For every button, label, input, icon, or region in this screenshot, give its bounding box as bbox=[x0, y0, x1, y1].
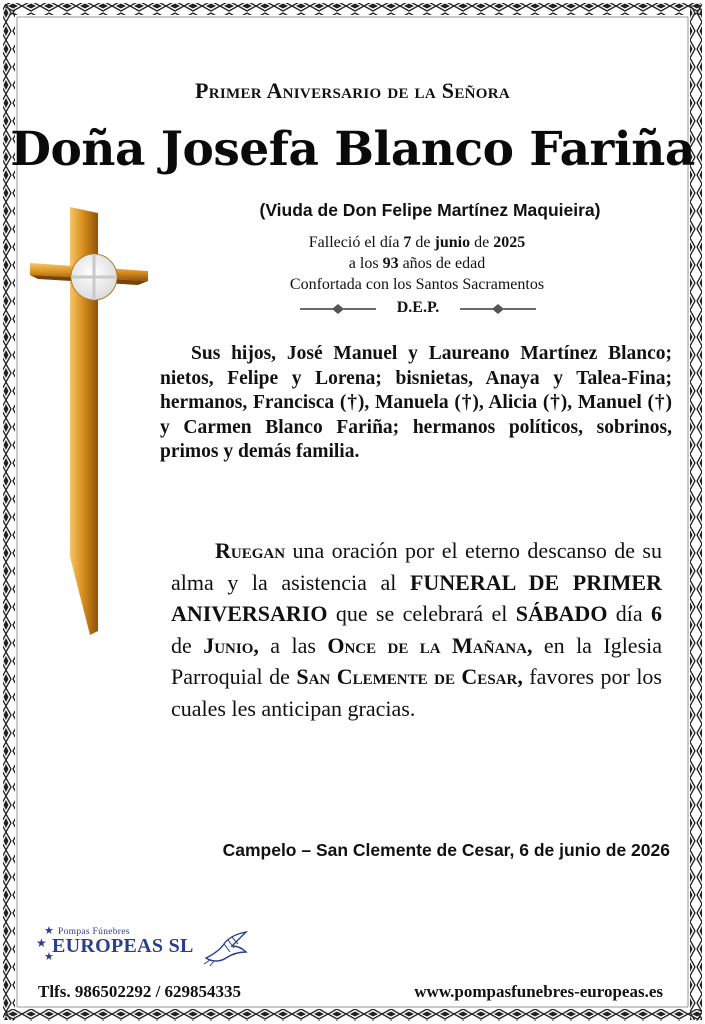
death-date-line: Falleció el día 7 de junio de 2025 bbox=[308, 234, 526, 251]
star-icon: ★ bbox=[44, 924, 54, 937]
anniversary-heading: Primer Aniversario de la Señora bbox=[194, 78, 510, 103]
ornament-left-icon bbox=[300, 303, 376, 315]
star-icon: ★ bbox=[36, 936, 47, 950]
dove-icon bbox=[202, 928, 252, 968]
age-line: a los 93 años de edad bbox=[348, 255, 486, 272]
widow-of-line: (Viuda de Don Felipe Martínez Maquieira) bbox=[259, 200, 601, 220]
place-date: Campelo – San Clemente de Cesar, 6 de junio de 2026 bbox=[222, 840, 670, 860]
family-paragraph: Sus hijos, José Manuel y Laureano Martínez Blanco; nietos, Felipe y Lorena; bisnietas, Anaya y Talea-Fina; hermanos, Francisca (†), Manuela (†), Alicia (†), Manuel (†) y Carmen Blanco Fariña; hermanos políticos, sobrinos, primos y demás familia. bbox=[160, 343, 672, 462]
logo-main-text: EUROPEAS SL bbox=[52, 935, 194, 957]
sacraments-line: Confortada con los Santos Sacramentos bbox=[289, 276, 545, 293]
ornament-right-icon bbox=[460, 303, 536, 315]
phone-numbers: Tlfs. 986502292 / 629854335 bbox=[38, 982, 242, 1001]
cross-icon bbox=[28, 205, 153, 637]
death-info bbox=[196, 232, 638, 295]
dep-text: D.E.P. bbox=[396, 299, 440, 316]
logo-top-text: Pompas Fúnebres bbox=[58, 927, 130, 937]
deceased-name: Doña Josefa Blanco Fariña bbox=[10, 122, 695, 177]
star-icon: ★ bbox=[44, 950, 54, 963]
website-link[interactable]: www.pompasfunebres-europeas.es bbox=[414, 982, 663, 1001]
funeral-paragraph: Ruegan una oración por el eterno descanso de su alma y la asistencia al FUNERAL DE PRIMER ANIVERSARIO que se celebrará el SÁBADO día 6 de Junio, a las Once de la Mañana, en la Iglesia Parroquial de San Clemente de Cesar, favores por los cuales les anticipan gracias. bbox=[171, 538, 663, 721]
dep-line bbox=[300, 299, 536, 319]
